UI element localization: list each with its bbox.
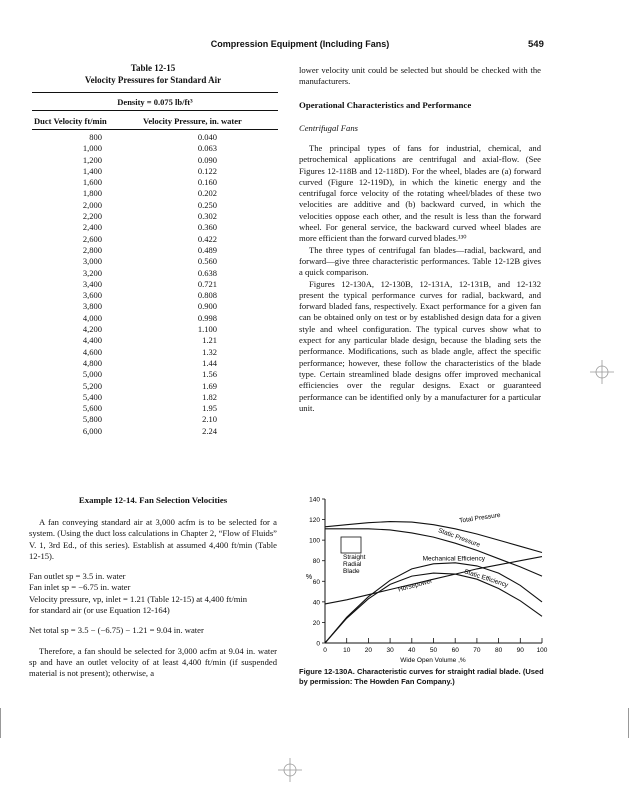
y-tick-label: 40 bbox=[312, 599, 320, 607]
velocity-pressure-cell: 0.122 bbox=[197, 165, 217, 176]
total-pressure-label: Total Pressure bbox=[458, 511, 501, 525]
inset-box bbox=[341, 537, 361, 553]
static-efficiency-label: Static Efficiency bbox=[463, 568, 509, 590]
x-tick-label: 60 bbox=[451, 647, 459, 654]
velocity-pressure-cell: 0.202 bbox=[197, 188, 217, 199]
velocity-pressure-cell: 1.69 bbox=[202, 380, 217, 391]
crop-mark-right bbox=[628, 708, 629, 738]
table-row bbox=[32, 268, 278, 279]
velocity-pressure-cell: 0.422 bbox=[197, 233, 217, 244]
velocity-pressure-cell: 1.44 bbox=[202, 357, 217, 368]
duct-velocity-cell: 2,600 bbox=[82, 233, 102, 244]
table-row bbox=[32, 392, 278, 403]
x-tick-label: 30 bbox=[386, 647, 394, 654]
table-top-rule bbox=[32, 92, 278, 93]
x-tick-label: 10 bbox=[343, 647, 351, 654]
table-row bbox=[32, 256, 278, 267]
y-tick-label: 20 bbox=[312, 619, 320, 627]
duct-velocity-cell: 4,000 bbox=[82, 312, 102, 323]
table-row bbox=[32, 200, 278, 211]
x-tick-label: 20 bbox=[364, 647, 373, 654]
velocity-pressure-cell: 0.063 bbox=[197, 143, 217, 154]
inset-label-line: Blade bbox=[343, 568, 360, 575]
table-col2-header: Velocity Pressure, in. water bbox=[143, 116, 242, 126]
x-tick-label: 0 bbox=[323, 647, 327, 654]
y-tick-label: 80 bbox=[312, 558, 320, 566]
duct-velocity-cell: 3,000 bbox=[82, 256, 102, 267]
velocity-pressure-cell: 0.638 bbox=[197, 267, 217, 278]
table-row bbox=[32, 188, 278, 199]
table-row bbox=[32, 347, 278, 358]
table-row bbox=[32, 324, 278, 335]
table-row bbox=[32, 211, 278, 222]
chart-x-axis-label: Wide Open Volume ,% bbox=[400, 657, 466, 664]
duct-velocity-cell: 5,600 bbox=[82, 403, 102, 414]
mechanical-efficiency-label: Mechanical Efficiency bbox=[422, 555, 486, 563]
duct-velocity-cell: 3,200 bbox=[82, 267, 102, 278]
section-heading: Operational Characteristics and Performance bbox=[299, 100, 472, 110]
duct-velocity-cell: 5,400 bbox=[82, 391, 102, 402]
inset-label-line: Straight bbox=[343, 554, 366, 561]
table-row bbox=[32, 313, 278, 324]
y-tick-label: 120 bbox=[309, 517, 320, 525]
duct-velocity-cell: 4,800 bbox=[82, 357, 102, 368]
velocity-pressure-cell: 0.721 bbox=[197, 278, 217, 289]
duct-velocity-cell: 2,400 bbox=[82, 222, 102, 233]
velocity-pressure-cell: 1.56 bbox=[202, 369, 217, 380]
x-tick-label: 90 bbox=[516, 647, 524, 654]
table-row bbox=[32, 222, 278, 233]
duct-velocity-cell: 1,800 bbox=[82, 188, 102, 199]
table-row bbox=[32, 166, 278, 177]
duct-velocity-cell: 2,200 bbox=[82, 211, 102, 222]
registration-mark-bottom bbox=[278, 758, 302, 782]
velocity-pressure-cell: 1.95 bbox=[202, 403, 217, 414]
table-row bbox=[32, 155, 278, 166]
example-title: Example 12-14. Fan Selection Velocities bbox=[78, 495, 228, 505]
velocity-pressure-cell: 1.32 bbox=[202, 346, 217, 357]
velocity-pressure-cell: 0.489 bbox=[197, 244, 217, 255]
table-row bbox=[32, 414, 278, 425]
velocity-pressure-cell: 0.360 bbox=[197, 222, 217, 233]
example-line-inlet: Fan inlet sp = −6.75 in. water bbox=[29, 582, 131, 593]
registration-mark-right bbox=[590, 360, 614, 384]
table-row bbox=[32, 301, 278, 312]
paragraph-performance-curves: Figures 12-130A, 12-130B, 12-131A, 12-131B, and 12-132 present the typical performance curves for radial, backward, and forward bladed fans, respectively. Exact performance for a given fan can be obtained only on test or by established design data for a given style and wheel configuration. The typical curves show what to expect for any particular blade design, because the blading sets the performance. Modifications, such as blade angle, affect the specific performance; however, these follow the characteristics of the blade type. Certain streamlined blade designs offer improved mechanical efficiencies over the regular designs. Exact or guaranteed performance can be identified only by a manufacturer for a particular unit. bbox=[299, 278, 541, 413]
table-row bbox=[32, 177, 278, 188]
y-tick-label: 140 bbox=[309, 496, 320, 504]
velocity-pressure-cell: 0.040 bbox=[197, 132, 217, 142]
example-line-outlet: Fan outlet sp = 3.5 in. water bbox=[29, 571, 126, 582]
duct-velocity-cell: 1,400 bbox=[82, 165, 102, 176]
table-row bbox=[32, 403, 278, 414]
duct-velocity-cell: 5,800 bbox=[82, 414, 102, 425]
paragraph-centrifugal-types: The principal types of fans for industrial, chemical, and petrochemical applications are centrifugal and axial-flow. (See Figures 12-118B and 12-118D). For the wheel, blades are (a) forward curved (Figure 12-119D), in which the kinetic energy and the centrifugal force velocity of the rotating wheel/blades of these two velocities are additive and (b) backward curved, in which the velocities oppose each other, and the result is less than the forward wheel. For general service, the backward curved wheel blades are more efficient than the forward curved blades.¹³⁰ bbox=[299, 143, 541, 244]
static-efficiency-curve bbox=[325, 573, 542, 643]
page-number: 549 bbox=[528, 39, 544, 50]
example-line-net-total: Net total sp = 3.5 − (−6.75) − 1.21 = 9.04 in. water bbox=[29, 625, 204, 636]
subheading: Centrifugal Fans bbox=[299, 123, 358, 133]
table-col1-header: Duct Velocity ft/min bbox=[34, 116, 107, 126]
velocity-pressure-cell: 0.900 bbox=[197, 301, 217, 312]
table-label: Table 12-15 bbox=[130, 63, 176, 73]
duct-velocity-cell: 2,800 bbox=[82, 244, 102, 255]
table-row bbox=[32, 245, 278, 256]
velocity-pressure-cell: 0.302 bbox=[197, 211, 217, 222]
duct-velocity-cell: 1,200 bbox=[82, 154, 102, 165]
chart-tick-labels bbox=[309, 497, 548, 655]
example-line-standard-air: for standard air (or use Equation 12-164) bbox=[29, 605, 170, 616]
example-paragraph-1: A fan conveying standard air at 3,000 acfm is to be selected for a system. (Using the duct loss calculations in Chapter 2, “Flow of Fluids” V. 1, 3rd Ed., of this series). Establish at assumed 4,400 ft/min (Table 12-15). bbox=[29, 517, 277, 561]
velocity-pressure-cell: 0.560 bbox=[197, 256, 217, 267]
y-tick-label: 0 bbox=[316, 640, 320, 648]
x-tick-label: 40 bbox=[408, 647, 416, 654]
velocity-pressure-cell: 0.090 bbox=[197, 154, 217, 165]
fan-characteristic-chart bbox=[299, 493, 549, 665]
y-tick-label: 100 bbox=[309, 537, 320, 545]
x-tick-label: 50 bbox=[429, 647, 438, 654]
table-row bbox=[32, 143, 278, 154]
table-row bbox=[32, 279, 278, 290]
example-line-velocity: Velocity pressure, vp, inlet = 1.21 (Table 12-15) at 4,400 ft/min bbox=[29, 593, 248, 604]
table-row bbox=[32, 335, 278, 346]
inset-label-line: Radial bbox=[343, 561, 362, 568]
duct-velocity-cell: 800 bbox=[89, 132, 102, 142]
duct-velocity-cell: 4,200 bbox=[82, 324, 102, 335]
table-body bbox=[32, 132, 278, 437]
paragraph-blade-types: The three types of centrifugal fan blades—radial, backward, and forward—give three characteristic performances. Table 12-12B gives a quick comparison. bbox=[299, 244, 541, 278]
velocity-pressure-cell: 1.82 bbox=[202, 391, 217, 402]
duct-velocity-cell: 5,200 bbox=[82, 380, 102, 391]
table-row bbox=[32, 358, 278, 369]
table-row bbox=[32, 132, 278, 143]
duct-velocity-cell: 2,000 bbox=[82, 199, 102, 210]
horsepower-label: Horsepower bbox=[397, 577, 434, 594]
table-row bbox=[32, 234, 278, 245]
example-body bbox=[29, 517, 277, 680]
duct-velocity-cell: 4,600 bbox=[82, 346, 102, 357]
table-mid-rule bbox=[32, 110, 278, 111]
duct-velocity-cell: 1,600 bbox=[82, 177, 102, 188]
table-header-rule bbox=[32, 129, 278, 130]
velocity-pressure-cell: 0.250 bbox=[197, 199, 217, 210]
table-title: Velocity Pressures for Standard Air bbox=[84, 75, 222, 85]
duct-velocity-cell: 3,600 bbox=[82, 290, 102, 301]
velocity-pressure-cell: 2.24 bbox=[202, 425, 217, 436]
velocity-pressure-cell: 0.808 bbox=[197, 290, 217, 301]
table-row bbox=[32, 426, 278, 437]
velocity-pressure-cell: 0.998 bbox=[197, 312, 217, 323]
x-tick-label: 80 bbox=[494, 647, 503, 654]
duct-velocity-cell: 3,800 bbox=[82, 301, 102, 312]
y-tick-label: 60 bbox=[312, 578, 320, 586]
table-row bbox=[32, 369, 278, 380]
x-tick-label: 70 bbox=[473, 647, 481, 654]
duct-velocity-cell: 6,000 bbox=[82, 425, 102, 436]
figure-caption: Figure 12-130A. Characteristic curves for straight radial blade. (Used by permission: The Howden Fan Company.) bbox=[299, 667, 544, 686]
example-paragraph-2: Therefore, a fan should be selected for 3,000 acfm at 9.04 in. water sp and have an outlet velocity of at least 4,400 ft/min (if suspended material is not present); otherwise, a bbox=[29, 645, 277, 679]
table-row bbox=[32, 290, 278, 301]
static-pressure-label: Static Pressure bbox=[437, 527, 481, 549]
crop-mark-left bbox=[0, 708, 1, 738]
intro-text: lower velocity unit could be selected but should be checked with the manufacturers. bbox=[299, 65, 541, 87]
chart-series-group bbox=[325, 522, 542, 643]
table-density: Density = 0.075 lb/ft³ bbox=[117, 97, 193, 107]
velocity-pressure-cell: 1.21 bbox=[202, 335, 217, 346]
velocity-pressure-cell: 0.160 bbox=[197, 177, 217, 188]
inset-blade-label bbox=[343, 554, 366, 575]
velocity-pressure-cell: 1.100 bbox=[197, 324, 217, 335]
running-header-title: Compression Equipment (Including Fans) bbox=[210, 39, 390, 49]
chart-series-labels bbox=[397, 512, 509, 594]
chart-y-axis-label: % bbox=[305, 574, 313, 581]
table-row bbox=[32, 381, 278, 392]
duct-velocity-cell: 4,400 bbox=[82, 335, 102, 346]
x-tick-label: 100 bbox=[536, 647, 548, 654]
body-paragraphs bbox=[299, 143, 541, 414]
velocity-pressure-cell: 2.10 bbox=[202, 414, 217, 425]
duct-velocity-cell: 5,000 bbox=[82, 369, 102, 380]
duct-velocity-cell: 3,400 bbox=[82, 278, 102, 289]
duct-velocity-cell: 1,000 bbox=[82, 143, 102, 154]
